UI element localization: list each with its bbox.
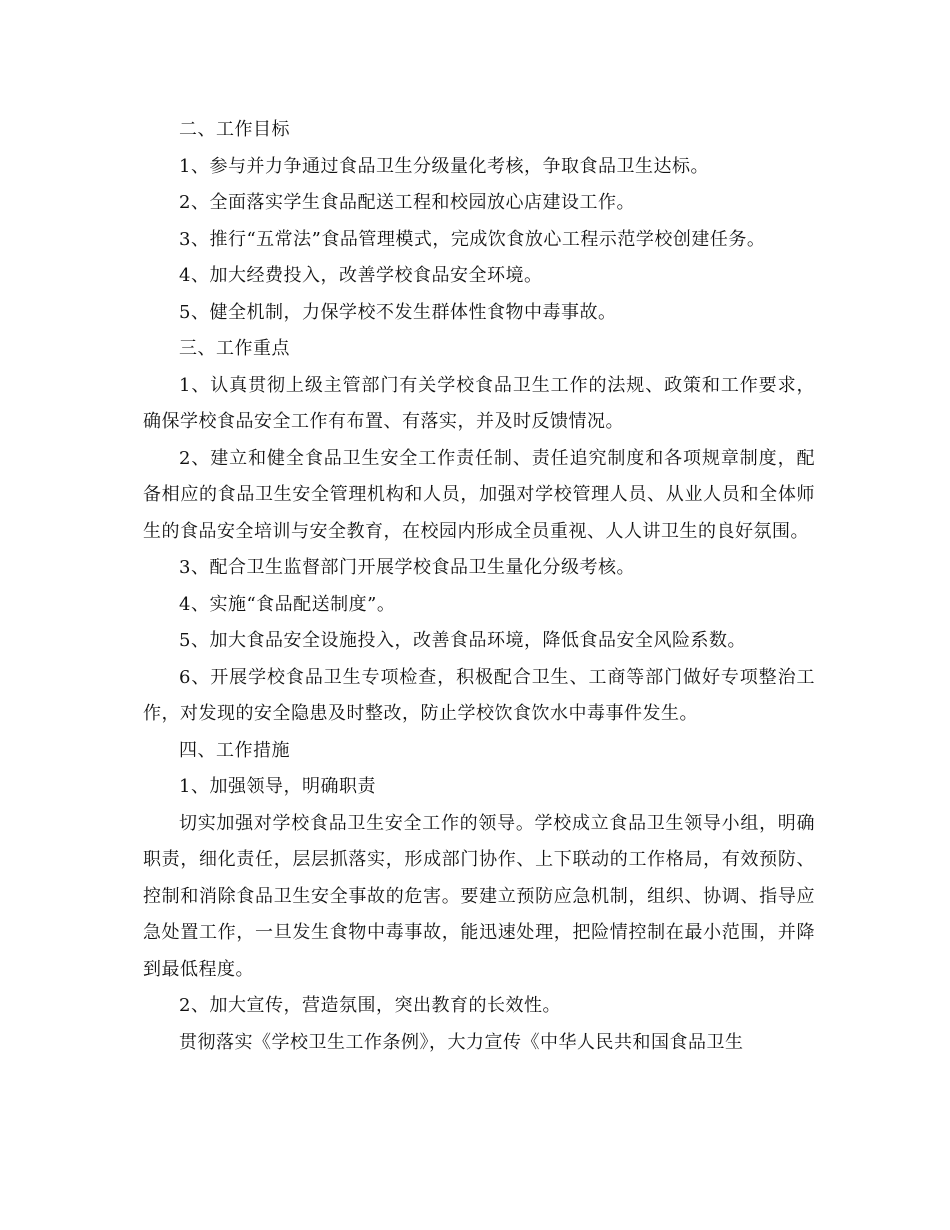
focus-item-3: 3、配合卫生监督部门开展学校食品卫生量化分级考核。 [179, 557, 635, 578]
goal-item-5: 5、健全机制，力保学校不发生群体性食物中毒事故。 [179, 301, 617, 323]
focus-item-2: 2、建立和健全食品卫生安全工作责任制、责任追究制度和各项规章制度，配备相应的食品卫生安全管理机构和人员，加强对学校管理人员、从业人员和全体师生的食品安全培训与安全教育，在校园内形成全员重视、人人讲卫生的良好氛围。 [143, 447, 815, 542]
focus-item-1: 1、认真贯彻上级主管部门有关学校食品卫生工作的法规、政策和工作要求，确保学校食品安全工作有布置、有落实，并及时反馈情况。 [143, 374, 815, 432]
focus-item-4: 4、实施“食品配送制度”。 [179, 593, 396, 615]
goal-item-2: 2、全面落实学生食品配送工程和校园放心店建设工作。 [179, 192, 635, 213]
focus-item-5: 5、加大食品安全设施投入，改善食品环境，降低食品安全风险系数。 [179, 630, 746, 651]
measure-heading-2: 2、加大宣传，营造氛围，突出教育的长效性。 [179, 995, 561, 1016]
document-body [143, 112, 815, 1061]
measure-body-1: 切实加强对学校食品卫生安全工作的领导。学校成立食品卫生领导小组，明确职责，细化责任，层层抓落实，形成部门协作、上下联动的工作格局，有效预防、控制和消除食品卫生安全事故的危害。要建立预防应急机制，组织、协调、指导应急处置工作，一旦发生食物中毒事故，能迅速处理，把险情控制在最小范围，并降到最低程度。 [143, 812, 815, 980]
measure-body-2: 贯彻落实《学校卫生工作条例》，大力宣传《中华人民共和国食品卫生 [179, 1031, 744, 1053]
goal-item-4: 4、加大经费投入，改善学校食品安全环境。 [179, 265, 543, 286]
goal-item-3: 3、推行“五常法”食品管理模式，完成饮食放心工程示范学校创建任务。 [179, 228, 766, 250]
heading-work-measures: 四、工作措施 [179, 739, 290, 761]
goal-item-1: 1、参与并力争通过食品卫生分级量化考核，争取食品卫生达标。 [179, 155, 709, 177]
focus-item-6: 6、开展学校食品卫生专项检查，积极配合卫生、工商等部门做好专项整治工作，对发现的安全隐患及时整改，防止学校饮食饮水中毒事件发生。 [143, 666, 815, 724]
measure-heading-1: 1、加强领导，明确职责 [179, 776, 376, 797]
heading-work-goals: 二、工作目标 [179, 119, 290, 140]
heading-work-focus: 三、工作重点 [179, 338, 290, 359]
